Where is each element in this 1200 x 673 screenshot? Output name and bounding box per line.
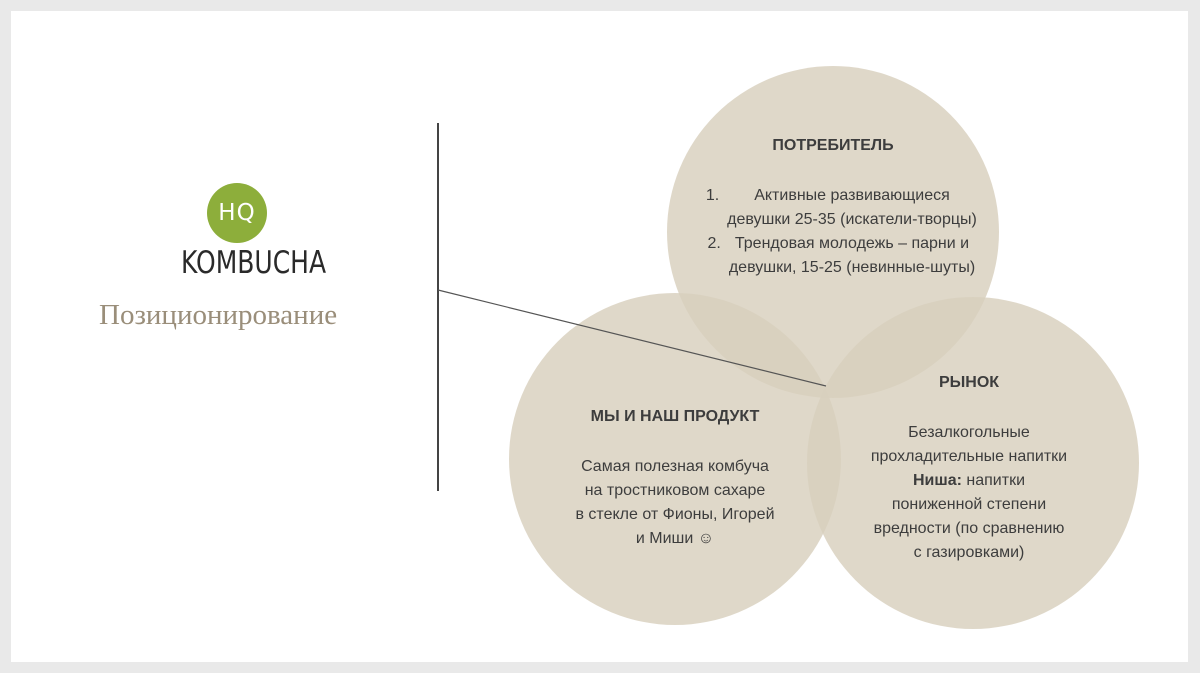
- market-line: Безалкогольные: [908, 424, 1030, 441]
- list-item-number: 2.: [707, 235, 721, 252]
- list-item: [666, 232, 1006, 280]
- slide: [11, 11, 1188, 662]
- logo-wordmark: KOMBUCHA: [181, 244, 327, 281]
- product-line: в стекле от Фионы, Игорей: [575, 506, 775, 523]
- consumer-list: [666, 184, 1006, 280]
- product-line: на тростниковом сахаре: [584, 482, 766, 499]
- list-item-line: Активные развивающиеся: [754, 187, 950, 204]
- market-description: [839, 421, 1099, 565]
- product-description: [545, 455, 805, 551]
- list-item-line: девушки, 15-25 (невинные-шуты): [728, 259, 976, 276]
- market-line: с газировками): [913, 544, 1025, 561]
- list-item-line: девушки 25-35 (искатели-творцы): [727, 211, 977, 228]
- market-heading: РЫНОК: [938, 374, 1000, 391]
- list-item-number: 1.: [705, 187, 720, 204]
- list-item: [666, 184, 1006, 232]
- market-niche-line: [839, 469, 1099, 493]
- list-item-line: Трендовая молодежь – парни и: [734, 235, 970, 252]
- product-line: и Миши ☺: [635, 530, 715, 547]
- market-line: вредности (по сравнению: [873, 520, 1065, 537]
- market-line: пониженной степени: [891, 496, 1047, 513]
- niche-label: Ниша:: [913, 472, 962, 489]
- niche-text: напитки: [961, 472, 1025, 489]
- product-heading: МЫ И НАШ ПРОДУКТ: [590, 408, 760, 425]
- consumer-heading: ПОТРЕБИТЕЛЬ: [772, 137, 894, 154]
- product-line: Самая полезная комбуча: [581, 458, 769, 475]
- logo-badge-text: HQ: [218, 200, 256, 226]
- page-title: Позиционирование: [99, 299, 338, 331]
- market-line: прохладительные напитки: [870, 448, 1068, 465]
